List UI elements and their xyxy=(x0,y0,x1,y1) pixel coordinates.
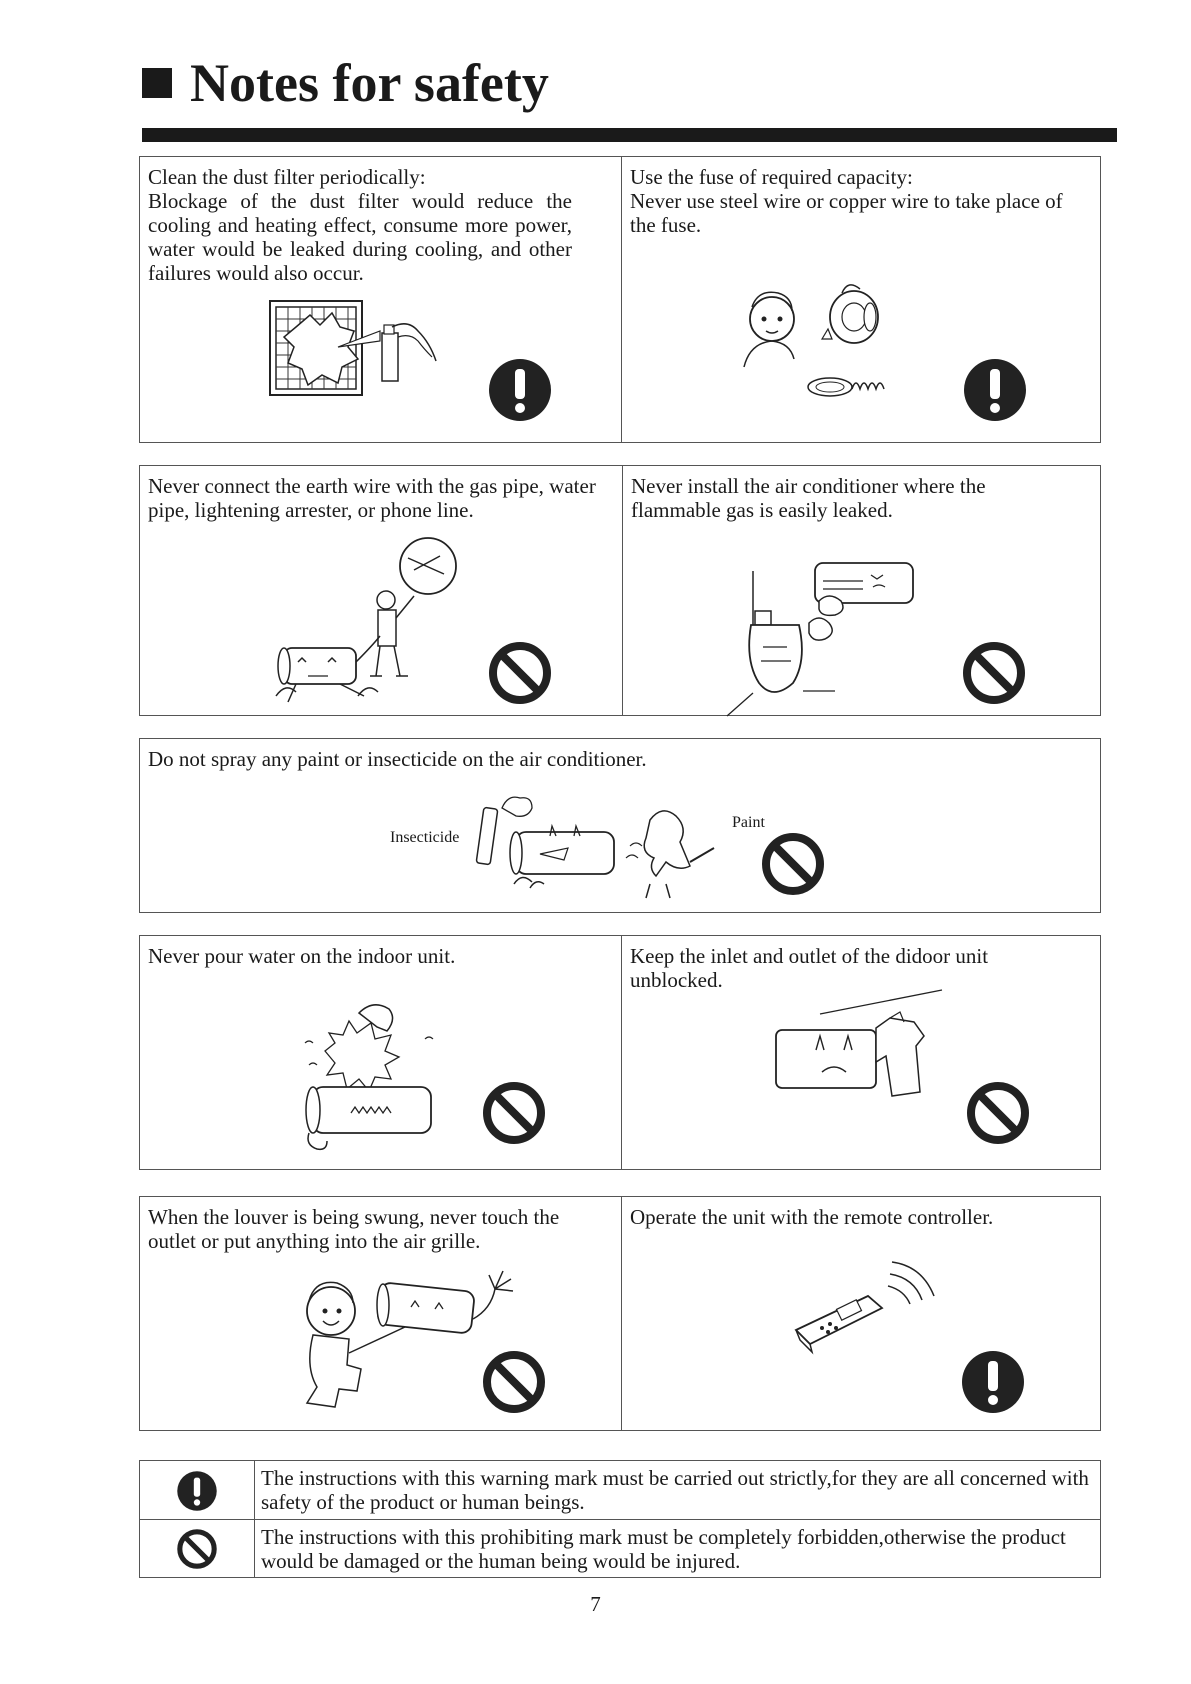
flammable-gas-illustration xyxy=(723,561,923,721)
note-flammable-gas-text: Never install the air conditioner where the flammable gas is easily leaked. xyxy=(631,474,986,522)
row-3 xyxy=(139,738,1101,913)
note-water-text: Never pour water on the indoor unit. xyxy=(148,944,456,968)
row-1 xyxy=(139,156,1101,443)
water-illustration xyxy=(295,991,475,1156)
note-flammable-gas xyxy=(622,466,1100,715)
prohibit-mark-icon xyxy=(965,1080,1031,1146)
legend-table xyxy=(139,1460,1101,1578)
inlet-outlet-illustration xyxy=(772,986,947,1126)
row-4 xyxy=(139,935,1101,1170)
legend-row-warning xyxy=(140,1461,1100,1519)
legend-warning-icon-cell xyxy=(140,1461,255,1519)
row-2 xyxy=(139,465,1101,716)
prohibit-mark-icon xyxy=(481,1349,547,1415)
legend-prohibit-icon-cell xyxy=(140,1520,255,1578)
row-5 xyxy=(139,1196,1101,1431)
earth-wire-illustration xyxy=(268,536,468,711)
page-number: 7 xyxy=(590,1592,601,1616)
note-earth-wire-text: Never connect the earth wire with the gas pipe, water pipe, lightening arrester, or phone line. xyxy=(148,474,596,522)
dust-filter-illustration xyxy=(268,297,448,407)
note-earth-wire xyxy=(140,466,622,715)
paint-label: Paint xyxy=(732,814,765,831)
prohibit-mark-icon xyxy=(760,831,826,897)
note-dust-filter-text: Clean the dust filter periodically: Blockage of the dust filter would reduce the cooling and heating effect, consume more power, water would be leaked during cooling, and other failures would also occur. xyxy=(148,165,572,285)
note-louver-text: When the louver is being swung, never touch the outlet or put anything into the air grille. xyxy=(148,1205,560,1253)
prohibit-mark-icon xyxy=(176,1528,218,1570)
remote-illustration xyxy=(792,1252,952,1357)
prohibit-mark-icon xyxy=(487,640,553,706)
legend-row-prohibit xyxy=(140,1519,1100,1578)
note-inlet-outlet xyxy=(621,936,1100,1169)
page-title: Notes for safety xyxy=(142,50,549,116)
note-spray xyxy=(140,739,1100,912)
note-fuse xyxy=(621,157,1100,442)
warning-mark-icon xyxy=(960,1349,1026,1415)
note-dust-filter xyxy=(140,157,621,442)
note-fuse-text: Use the fuse of required capacity: Never use steel wire or copper wire to take place of the fuse. xyxy=(630,165,1063,237)
note-water xyxy=(140,936,621,1169)
prohibit-mark-icon xyxy=(961,640,1027,706)
legend-warning-text: The instructions with this warning mark must be carried out strictly,for they are all concerned with safety of the product or human beings. xyxy=(261,1466,1089,1514)
warning-mark-icon xyxy=(487,357,553,423)
fuse-illustration xyxy=(732,277,902,407)
prohibit-mark-icon xyxy=(481,1080,547,1146)
legend-prohibit-text: The instructions with this prohibiting mark must be completely forbidden,otherwise the product would be damaged or the human being would be injured. xyxy=(261,1525,1066,1573)
note-remote-text: Operate the unit with the remote controller. xyxy=(630,1205,994,1229)
note-louver xyxy=(140,1197,621,1430)
note-spray-text: Do not spray any paint or insecticide on the air conditioner. xyxy=(148,747,647,771)
title-rule xyxy=(142,128,1117,142)
warning-mark-icon xyxy=(962,357,1028,423)
note-inlet-outlet-text: Keep the inlet and outlet of the didoor unit unblocked. xyxy=(630,944,989,992)
insecticide-label: Insecticide xyxy=(390,829,460,846)
note-remote xyxy=(621,1197,1100,1430)
title-square-icon xyxy=(142,68,172,98)
warning-mark-icon xyxy=(176,1470,218,1512)
